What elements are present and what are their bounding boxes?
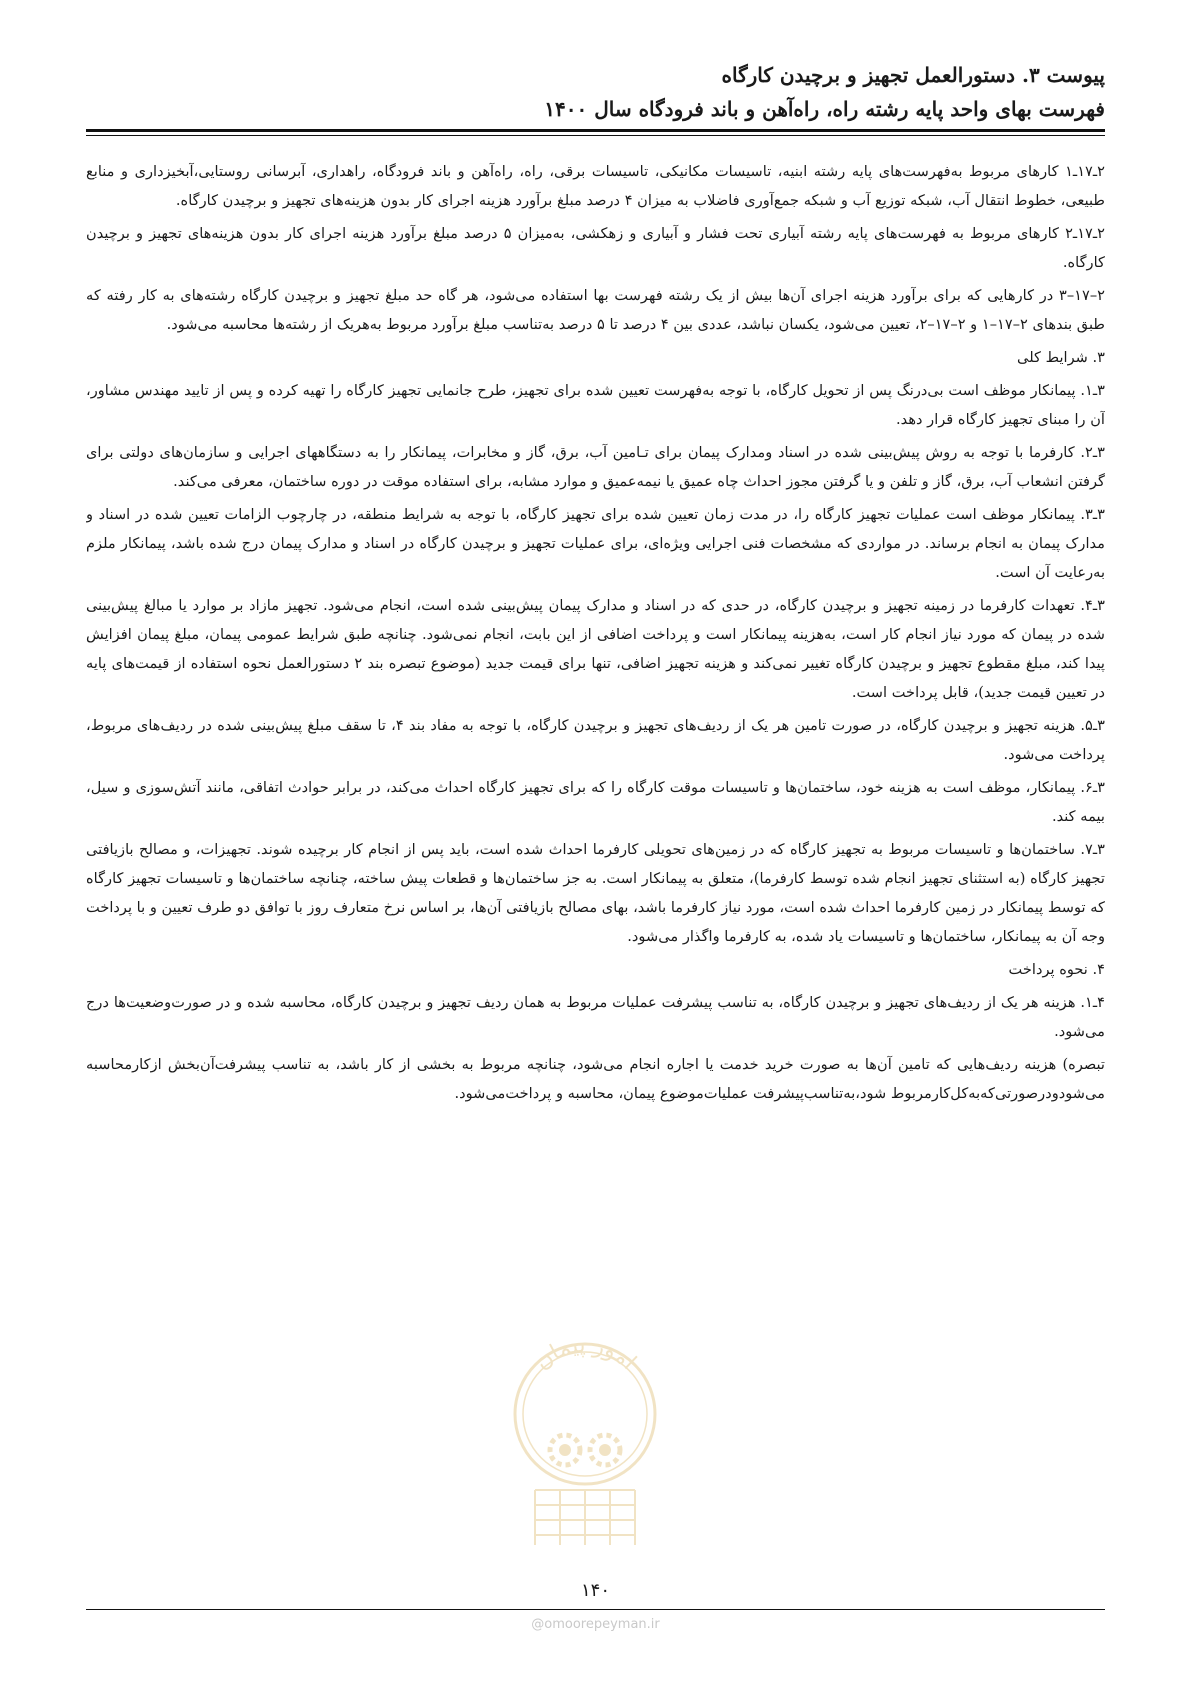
paragraph-3-4: ۳ـ۴. تعهدات کارفرما در زمینه تجهیز و برچیدن کارگاه، در حدی که در اسناد و مدارک پیمان پیش‌بینی شده است، انجام می‌شود. تجهیز مازاد بر موارد یا مبالغ پیش‌بینی شده در پیمان که مورد نیاز انجام کار است، به‌هزینه پیمانکار است و پرداخت اضافی از این بابت، انجام نمی‌شود. چنانچه طبق شرایط عمومی پیمان، مبلغ پیمان افزایش پیدا کند، مبلغ مقطوع تجهیز و برچیدن کارگاه تغییر نمی‌کند و هزینه تجهیز اضافی، تنها برای قیمت جدید (موضوع تبصره بند ۲ دستورالعمل نحوه استفاده از قیمت‌های پایه در تعیین قیمت جدید)، قابل پرداخت است.	[86, 597, 1105, 701]
header-rule-thin	[86, 135, 1105, 136]
watermark-arc-text: امور پیمان	[530, 1332, 641, 1375]
paragraph-3-5: ۳ـ۵. هزینه تجهیز و برچیدن کارگاه، در صورت تامین هر یک از ردیف‌های تجهیز و برچیدن کارگاه، با توجه به مفاد بند ۴، تا سقف مبلغ پیش‌بینی شده در ردیف‌های مربوط، پرداخت می‌شود.	[86, 717, 1105, 763]
paragraph-2-17-2: ۲ـ۱۷ـ۲ کارهای مربوط به فهرست‌های پایه رشته آبیاری تحت فشار و آبیاری و زهکشی، به‌میزان ۵ درصد مبلغ برآورد هزینه اجرای کار بدون هزینه‌های تجهیز و برچیدن کارگاه.	[86, 225, 1105, 271]
omoorepeyman-logo-watermark	[505, 1330, 665, 1560]
svg-text:امور پیمان	[530, 1333, 641, 1375]
header-title-appendix: پیوست ۳. دستورالعمل تجهیز و برچیدن کارگاه	[721, 63, 1105, 87]
section-heading-payment-method: ۴. نحوه پرداخت	[1008, 961, 1105, 978]
paragraph-3-1: ۳ـ۱. پیمانکار موظف است بی‌درنگ پس از تحویل کارگاه، با توجه به‌فهرست تعیین شده برای تجهیز، طرح جانمایی تجهیز کارگاه را تهیه کرده و پس از تایید مهندس مشاور، آن را مبنای تجهیز کارگاه قرار دهد.	[86, 382, 1105, 428]
page-header	[86, 58, 1105, 126]
header-title-price-list: فهرست بهای واحد پایه رشته راه، راه‌آهن و باند فرودگاه سال ۱۴۰۰	[544, 97, 1105, 121]
footer-rule	[86, 1609, 1105, 1610]
paragraph-3-7: ۳ـ۷. ساختمان‌ها و تاسیسات مربوط به تجهیز کارگاه که در زمین‌های تحویلی کارفرما احداث شده است، باید پس از انجام کار برچیده شوند. تجهیزات، و مصالح بازیافتی تجهیز کارگاه (به استثنای تجهیز انجام شده توسط کارفرما)، متعلق به پیمانکار است. به جز ساختمان‌ها و قطعات پیش ساخته، چنانچه ساختمان‌ها و تاسیسات تجهیز کارگاه که توسط پیمانکار در زمین کارفرما احداث شده است، مورد نیاز کارفرما باشد، بهای مصالح بازیافتی آن‌ها، بر اساس نرخ متعارف روز با توافق دو طرف تعیین و با پرداخت وجه آن به پیمانکار، ساختمان‌ها و تاسیسات یاد شده، به کارفرما واگذار می‌شود.	[86, 841, 1105, 945]
header-rule-thick	[86, 129, 1105, 132]
paragraph-3-2: ۳ـ۲. کارفرما با توجه به روش پیش‌بینی شده در اسناد ومدارک پیمان برای تـامین آب، برق، گاز و مخابرات، پیمانکار را به دستگاههای اجرایی و سازمان‌های دولتی برای گرفتن انشعاب آب، برق، گاز و تلفن و یا گرفتن مجوز احداث چاه عمیق یا نیمه‌عمیق و موارد مشابه، برای استفاده موقت در دوره ساختمان، معرفی می‌کند.	[86, 444, 1105, 490]
paragraph-3-3: ۳ـ۳. پیمانکار موظف است عملیات تجهیز کارگاه را، در مدت زمان تعیین شده برای تجهیز کارگاه، با توجه به شرایط منطقه، در چارچوب الزامات تعیین شده در اسناد و مدارک پیمان به انجام برساند. در مواردی که مشخصات فنی اجرایی ویژه‌ای، برای عملیات تجهیز و برچیدن کارگاه در اسناد و مدارک پیمان درج شده باشد، پیمانکار ملزم به‌رعایت آن است.	[86, 506, 1105, 581]
page-number: ۱۴۰	[580, 1580, 610, 1601]
section-heading-general-conditions: ۳. شرایط کلی	[1017, 349, 1105, 366]
footer-website-url[interactable]: @omoorepeyman.ir	[531, 1617, 660, 1632]
paragraph-2-17-1: ۲ـ۱۷ـ۱ کارهای مربوط به‌فهرست‌های پایه رشته ابنیه، تاسیسات مکانیکی، تاسیسات برقی، راه، راه‌آهن و باند فرودگاه، راهداری، آبرسانی روستایی،آبخیزداری و منابع طبیعی، خطوط انتقال آب، شبکه توزیع آب و شبکه جمع‌آوری فاضلاب به میزان ۴ درصد مبلغ برآورد هزینه اجرای کار بدون هزینه‌های تجهیز و برچیدن کارگاه.	[86, 163, 1105, 209]
paragraph-2-17-3: ۲–۱۷–۳ در کارهایی که برای برآورد هزینه اجرای آن‌ها بیش از یک رشته فهرست بها استفاده می‌شود، هر گاه حد مبلغ تجهیز و برچیدن کارگاه رشته‌های به کار رفته که طبق بندهای ۲–۱۷–۱ و ۲–۱۷–۲، تعیین می‌شود، یکسان نباشد، عددی بین ۴ درصد تا ۵ درصد به‌تناسب مبلغ برآورد مربوط به‌هریک از رشته‌ها محاسبه می‌شود.	[86, 287, 1105, 333]
paragraph-3-6: ۳ـ۶. پیمانکار، موظف است به هزینه خود، ساختمان‌ها و تاسیسات موقت کارگاه را که برای تجهیز کارگاه احداث می‌کند، در برابر حوادث اتفاقی، مانند آتش‌سوزی و سیل، بیمه کند.	[86, 779, 1105, 825]
paragraph-4-1: ۴ـ۱. هزینه هر یک از ردیف‌های تجهیز و برچیدن کارگاه، به تناسب پیشرفت عملیات مربوط به همان ردیف تجهیز و برچیدن کارگاه، محاسبه شده و در صورت‌وضعیت‌ها درج می‌شود.	[86, 994, 1105, 1040]
paragraph-note: تبصره) هزینه ردیف‌هایی که تامین آن‌ها به صورت خرید خدمت یا اجاره انجام می‌شود، چنانچه مربوط به بخشی از کار باشد، به تناسب پیشرفت‌آن‌بخش ازکارمحاسبه می‌شودودرصورتی‌که‌به‌کل‌کارمربوط شود،به‌تناسب‌پیشرفت عملیات‌موضوع پیمان، محاسبه و پرداخت‌می‌شود.	[86, 1056, 1105, 1102]
